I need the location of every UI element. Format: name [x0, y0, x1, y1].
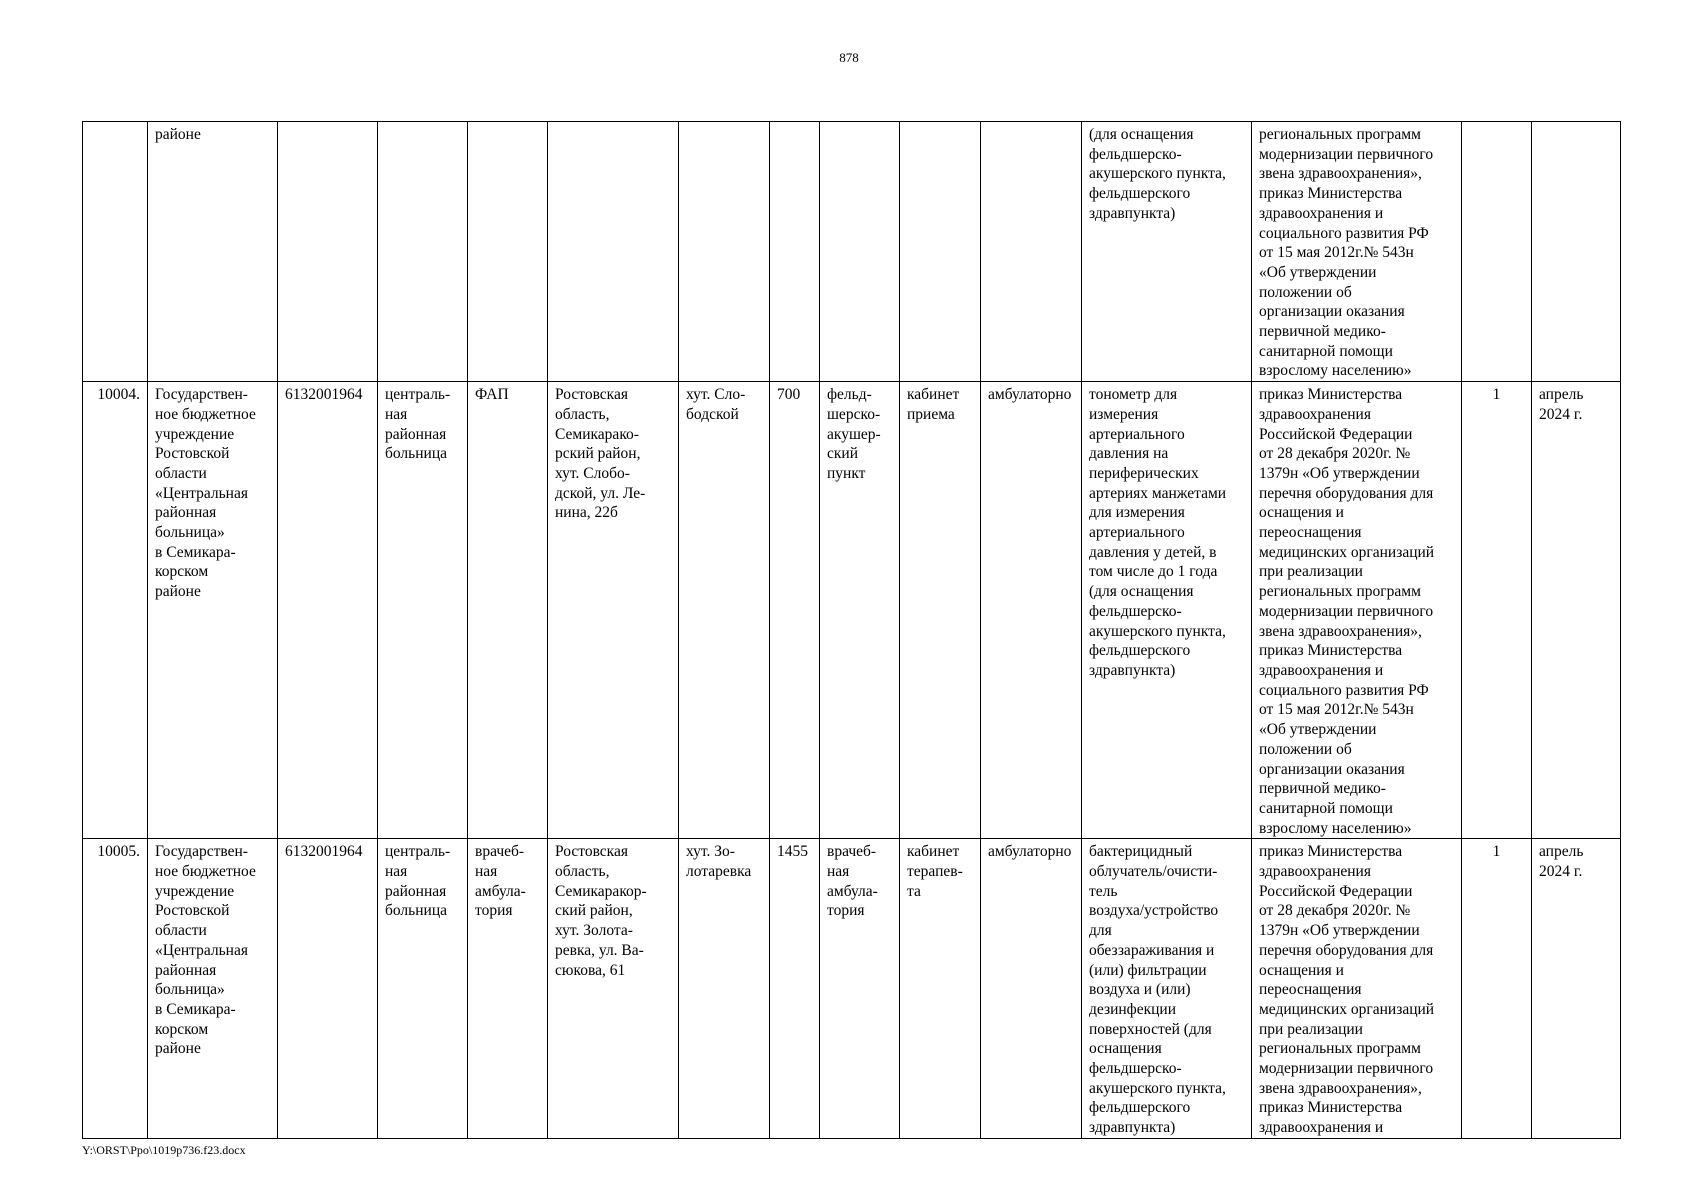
cell-unit-type [468, 122, 548, 382]
cell-facility [820, 122, 900, 382]
footer-file-path: Y:\ORST\Ppo\1019p736.f23.docx [82, 1143, 246, 1157]
cell-care-form [981, 122, 1082, 382]
cell-date [1532, 122, 1621, 382]
cell-equipment: бактерицидный облучатель/очисти- тель воздуха/устройство для обеззараживания и (или) фильтрации воздуха и (или) дезинфекции поверхностей (для оснащения фельдшерско- акушерского пункта, фельдшерского здравпункта) [1082, 839, 1252, 1139]
cell-equipment: (для оснащения фельдшерско- акушерского пункта, фельдшерского здравпункта) [1082, 122, 1252, 382]
cell-organization: районе [148, 122, 278, 382]
cell-room: кабинет приема [900, 382, 981, 839]
cell-settlement: хут. Зо- лотаревка [679, 839, 770, 1139]
table-row [83, 382, 1621, 839]
cell-population: 1455 [770, 839, 820, 1139]
cell-quantity: 1 [1462, 839, 1532, 1139]
cell-unit-type: врачеб- ная амбула- тория [468, 839, 548, 1139]
cell-quantity [1462, 122, 1532, 382]
cell-population [770, 122, 820, 382]
cell-organization: Государствен- ное бюджетное учреждение Ростовской области «Центральная районная больница» в Семикара- корском районе [148, 839, 278, 1139]
cell-number: 10004. [83, 382, 148, 839]
cell-legal-basis: приказ Министерства здравоохранения Российской Федерации от 28 декабря 2020г. № 1379н «Об утверждении перечня оборудования для оснащения и переоснащения медицинских организаций при реализации региональных программ модернизации первичного звена здравоохранения», приказ Министерства здравоохранения и социального развития РФ от 15 мая 2012г.№ 543н «Об утверждении положении об организации оказания первичной медико- санитарной помощи взрослому населению» [1252, 382, 1462, 839]
cell-facility: фельд- шерско- акушер- ский пункт [820, 382, 900, 839]
cell-inn: 6132001964 [278, 382, 378, 839]
cell-settlement: хут. Сло- бодской [679, 382, 770, 839]
cell-facility: врачеб- ная амбула- тория [820, 839, 900, 1139]
cell-address: Ростовская область, Семикаракор- ский район, хут. Золота- ревка, ул. Ва- сюкова, 61 [548, 839, 679, 1139]
cell-address [548, 122, 679, 382]
cell-settlement [679, 122, 770, 382]
cell-unit-type: ФАП [468, 382, 548, 839]
cell-date: апрель 2024 г. [1532, 382, 1621, 839]
page-number: 878 [839, 50, 859, 65]
cell-legal-basis: региональных программ модернизации первичного звена здравоохранения», приказ Министерства здравоохранения и социального развития РФ от 15 мая 2012г.№ 543н «Об утверждении положении об организации оказания первичной медико- санитарной помощи взрослому населению» [1252, 122, 1462, 382]
cell-org-type: централь- ная районная больница [378, 839, 468, 1139]
cell-inn [278, 122, 378, 382]
cell-inn: 6132001964 [278, 839, 378, 1139]
cell-organization: Государствен- ное бюджетное учреждение Ростовской области «Центральная районная больница» в Семикара- корском районе [148, 382, 278, 839]
table-row [83, 839, 1621, 1139]
cell-quantity: 1 [1462, 382, 1532, 839]
table-row [83, 122, 1621, 382]
document-table [82, 121, 1621, 1139]
cell-legal-basis: приказ Министерства здравоохранения Российской Федерации от 28 декабря 2020г. № 1379н «Об утверждении перечня оборудования для оснащения и переоснащения медицинских организаций при реализации региональных программ модернизации первичного звена здравоохранения», приказ Министерства здравоохранения и [1252, 839, 1462, 1139]
cell-number [83, 122, 148, 382]
cell-org-type: централь- ная районная больница [378, 382, 468, 839]
cell-number: 10005. [83, 839, 148, 1139]
cell-date: апрель 2024 г. [1532, 839, 1621, 1139]
cell-address: Ростовская область, Семикарако- рский район, хут. Слобо- дской, ул. Ле- нина, 22б [548, 382, 679, 839]
cell-care-form: амбулаторно [981, 382, 1082, 839]
cell-room: кабинет терапев- та [900, 839, 981, 1139]
cell-room [900, 122, 981, 382]
cell-care-form: амбулаторно [981, 839, 1082, 1139]
cell-equipment: тонометр для измерения артериального давления на периферических артериях манжетами для измерения артериального давления у детей, в том числе до 1 года (для оснащения фельдшерско- акушерского пункта, фельдшерского здравпункта) [1082, 382, 1252, 839]
cell-population: 700 [770, 382, 820, 839]
cell-org-type [378, 122, 468, 382]
